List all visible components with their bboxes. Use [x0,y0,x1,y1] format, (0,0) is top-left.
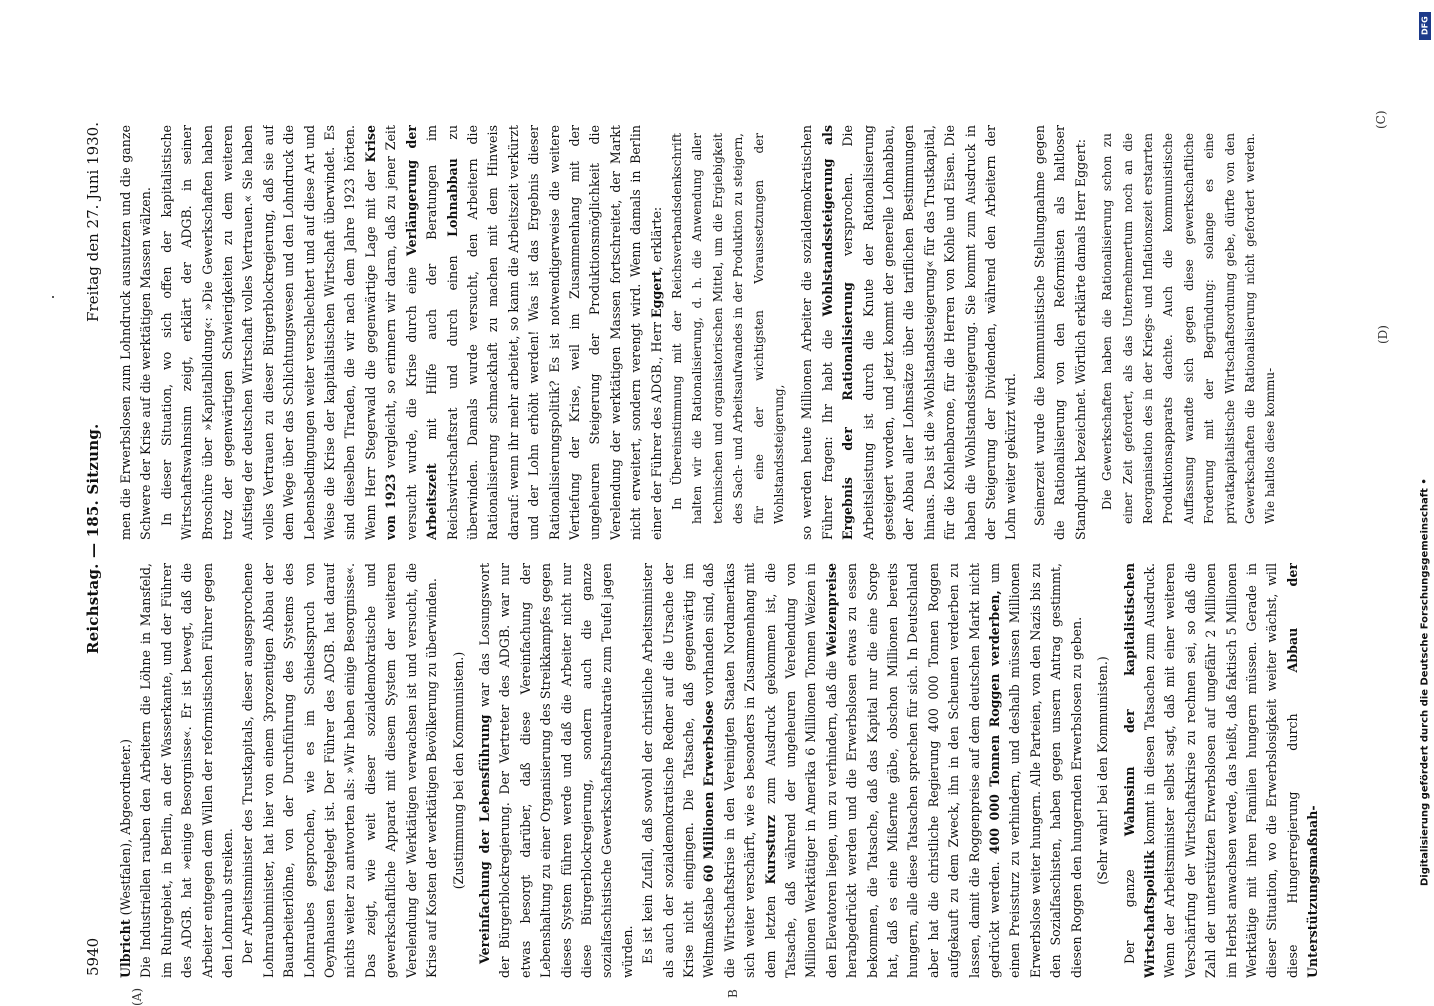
quotation: In Übereinstimmung mit der Reichsverbandsdenkschrift halten wir die Rationalisierung, d. h. die Anwendung aller technischen und organisatorischen Mittel, um die Ergiebigkeit des Sach- und Arbeitsaufwandes in der Produktion zu steigern, für eine der wichtigsten Voraussetzungen der Wohlstandssteigerung, [669,133,786,524]
running-title: Reichstag. — 185. Sitzung. [84,423,102,654]
margin-mark-c: (C) [1374,110,1388,129]
margin-mark-b: B [726,989,740,998]
text: vorhanden sind, daß die Wirtschaftskrise in den Vereinigten Staaten Nordamerikas sich weiter verschärft, wie es besonders in Zusammenhang mit dem letzten [701,563,778,978]
digitization-credit-bar [1418,10,1432,890]
session-date: Freitag den 27. Juni 1930. [84,122,102,322]
text: mit Hilfe auch der Beratungen im Reichswirtschaftsrat und durch einen [424,125,460,540]
right-column [116,125,1351,540]
paragraph: Die Industriellen rauben den Arbeitern die Löhne in Mansfeld, im Ruhrgebiet, in Berlin, an der Wasserkante, und der Führer des ADGB. hat »einige Besorgnisse«. Er ist bewegt, daß die Arbeiter entgegen dem Willen der reformistischen Führer gegen den Lohnraub streiken. [138,563,236,978]
text: um einen Preissturz zu verhindern, und deshalb müssen Millionen Erwerbslose weiter hungern. Alle Parteien, von den Nazis bis zu den Sozialfaschisten, haben gegen unsern Antrag gestimmt, diesen Roggen den hungernden Erwerbslosen zu geben. [987,563,1084,978]
paragraph [1120,563,1324,978]
emphasis: Wohlstandssteigerung als Ergebnis der Rationalisierung [819,125,856,540]
text: Der ganze [1121,836,1137,964]
scan-speck [52,296,54,298]
text: In dieser Situation, wo sich offen der kapitalistische Wirtschaftswahnsinn zeigt, erklärt der ADGB. in seiner Broschüre über »Kapitalbildung«: »Die Gewerkschaften haben trotz der gegenwärtigen Schwierigkeiten zu dem weiteren Aufstieg der deutschen Wirtschaft volles Vertrauen.« Sie haben volles Vertrauen zu dieser Bürgerblockregierung, daß sie auf dem Wege über das Schlichtungswesen und den Lohndruck die Lebensbedingungen weiter verschlechtert und auf diese Art und Weise die Krise der kapitalistischen Wirtschaft überwindet. Es sind dieselben Tiraden, die wir nach dem Jahre 1923 hörten. Wenn Herr Stegerwald die gegenwärtige Lage mit der [158,125,378,540]
quotation: Die Gewerkschaften haben die Rationalisierung schon zu einer Zeit gefordert, als das Unternehmertum noch an die Reorganisation des in der Kriegs- und Inflationszeit erstarrten Produktionsapparats dachte. Auch die kommunistische Auffassung wandte sich gegen diese gewerkschaftliche Forderung mit der Begründung: solange es eine privatkapitalistische Wirtschaftsordnung gebe, dürfte von den Gewerkschaften die Rationalisierung nicht gefordert werden. Wie haltlos diese kommu- [1100,133,1278,524]
left-column [116,563,1351,978]
paragraph [157,125,667,540]
emphasis: 60 Millionen Erwerbslose [701,700,717,883]
text: Es ist kein Zufall, daß sowohl der christliche Arbeitsminister als auch der sozialdemokratische Redner auf die Ursache der Krise nicht eingingen. Die Tatsache, daß gegenwärtig im Weltmaßstabe [640,563,717,978]
text: kommt in diesen Tatsachen zum Ausdruck. Wenn der Arbeitsminister selbst sagt, daß mit einer weiteren Verschärfung der Wirtschaftskrise zu rechnen sei, so daß die Zahl der unterstützten Erwerbslosen auf ungefähr 2 Millionen im Herbst anwachsen werde, das heißt, daß faktisch 5 Millionen Werktätige mit ihren Familien hungern müssen. Gerade in dieser Situation, wo die Erwerbslosigkeit weiter wächst, will diese Hungerregierung durch [1141,563,1300,978]
emphasis: Kurssturz [762,815,778,885]
page-number: 5940 [84,937,102,976]
page-header [78,114,114,984]
text: herabgedrückt werden und die Erwerbslosen etwas zu essen bekommen, die Tatsache, daß das Kapital nur die eine Sorge hat, daß es eine Mißernte gäbe, obschon Millionen bereits hungern, alle diese Tatsachen sprechen für sich. In Deutschland aber hat die christliche Regierung 400 000 Tonnen Roggen aufgekauft zu dem Zweck, ihn in den Scheunen verderben zu lassen, damit die Roggenpreise auf dem deutschen Markt nicht gedrückt werden. [844,563,1003,978]
interjection: (Zustimmung bei den Kommunisten.) [450,651,466,890]
paragraph: Seinerzeit wurde die kommunistische Stellungnahme gegen die Rationalisierung von den Reformisten als haltloser Standpunkt bezeichnet. Wörtlich erklärte damals Herr Eggert: [1031,125,1088,540]
emphasis: Weizenpreise [823,563,839,657]
paragraph: Der Arbeitsminister des Trustkapitals, dieser ausgesprochene Lohnraubminister, hat hier von einem 3prozentigen Abbau der Bauarbeiterlöhne, von der Durchführung des Systems des Lohnraubes gesprochen, wie es im Schiedsspruch von Oeynhausen festgelegt ist. Der Führer des ADGB. hat darauf nichts weiter zu antworten als: »Wir haben einige Besorgnisse«. Das zeigt, wie weit dieser sozialdemokratische und gewerkschaftliche Apparat mit diesem System der weiteren Verelendung der Werktätigen verwachsen ist und versucht, die Krise auf Kosten der werktätigen Bevölkerung zu überwinden. [240,563,440,978]
text: so werden heute Millionen Arbeiter die sozialdemokratischen Führer fragen: Ihr habt die [799,125,835,540]
paragraph: men die Erwerbslosen zum Lohndruck ausnutzen und die ganze Schwere der Krise auf die werktätigen Massen wälzen. [118,125,154,540]
emphasis: Wahnsinn der kapitalistischen Wirtschaftspolitik [1121,563,1157,978]
emphasis: Verlängerung der Arbeitszeit [403,125,440,540]
margin-mark-d: (D) [1376,325,1390,344]
paragraph [638,563,1087,978]
emphasis: Lohnabbau [444,158,460,237]
text: zu überwinden. Damals wurde versucht, den Arbeitern die Rationalisierung schmackhaft zu machen mit dem Hinweis darauf: wenn ihr mehr arbeitet, so kann die Arbeitszeit verkürzt und der Lohn erhöht werden! Was ist das Ergebnis dieser Rationalisierungspolitik? Es ist notwendigerweise die weitere Vertiefung der Krise, weil im Zusammenhang mit der ungeheuren Steigerung der Produktionsmöglichkeit die Verelendung der werktätigen Massen fortschreitet, der Markt nicht erweitert, sondern verengt wird. Wenn damals in Berlin einer der Führer des ADGB., Herr [444,125,664,540]
margin-mark-a: (A) [130,987,144,1006]
emphasis: Krise von 1923 [362,125,399,540]
emphasis: Eggert [648,270,664,318]
text: vergleicht, so erinnern wir daran, daß zu jener Zeit versucht wurde, die Krise durch eine [383,125,419,540]
text: versprochen. Die Arbeitsleistung ist durch die Knute der Rationalisierung gesteigert worden, und jetzt kommt der generelle Lohnabbau, der Abbau aller Lohnsätze über die tariflichen Bestimmungen hinaus. Das ist die »Wohlstandssteigerung« für das Trustkapital, für die Kohlenbarone, für die Herren von Kohle und Eisen. Die haben die Wohlstandssteigerung. Sie kommt zum Ausdruck in der Steigerung der Dividenden, während den Arbeitern der Lohn weiter gekürzt wird. [840,125,1019,540]
speaker-name: Ulbricht [118,919,133,978]
paragraph [797,125,1021,540]
emphasis: 400 000 Tonnen Roggen verderben, [987,590,1003,855]
text: , erklärte: [648,206,664,271]
text: zum Ausdruck gekommen ist, die Tatsache, daß während der ungeheuren Verelendung von Millionen Werktätiger in Amerika 6 Millionen Tonnen Weizen in den Elevatoren liegen, um zu verhindern, daß die [762,563,839,978]
interjection: (Sehr wahr! bei den Kommunisten.) [1095,656,1111,885]
paragraph [475,563,638,978]
paragraph [116,563,136,978]
rotated-document-page [78,110,1408,1006]
speaker-affiliation: (Westfalen), Abgeordneter.) [118,738,133,920]
digitization-credit: Digitalisierung gefördert durch die Deutsche Forschungsgemeinschaft • [1419,478,1431,886]
emphasis: Abbau der Unterstützungsmaßnah- [1284,563,1321,978]
dfg-logo: DFG [1419,12,1431,40]
emphasis: Vereinfachung der Lebensführung [476,714,492,964]
text: war das Losungswort der Bürgerblockregierung. Der Vertreter des ADGB. war nur etwas besorgt darüber, daß diese Vereinfachung der Lebenshaltung zu einer Organisierung des Streikkampfes gegen dieses System führen werde und daß die Arbeiter nicht nur diese Bürgerblockregierung, sondern auch die ganze sozialfaschistische Gewerkschaftsbureaukratie zum Teufel jagen würden. [476,563,635,978]
